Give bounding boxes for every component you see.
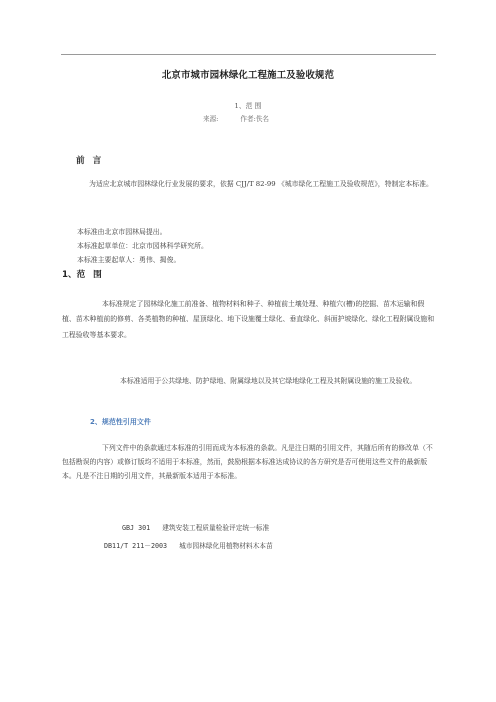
- document-title: 北京市城市园林绿化工程施工及验收规范: [161, 70, 335, 81]
- standard-code: GBJ 301: [122, 524, 151, 532]
- source-label: 来源:: [203, 115, 219, 123]
- document-subtitle: 1、范 围: [234, 102, 262, 110]
- header-divider: [61, 54, 436, 55]
- preface-line-drafters: 本标准主要起草人：勇伟、揭俊。: [77, 256, 181, 264]
- standard-name: 建筑安装工程质量检验评定统一标准: [162, 524, 270, 532]
- source-line: [203, 113, 269, 123]
- standard-item: [122, 522, 269, 532]
- references-paragraph: 下列文件中的条款通过本标准的引用而成为本标准的条款。凡是注日期的引用文件，其随后所有的修改单（不包括勘误的内容）或修订版均不适用于本标准，然而，鼓励根据本标准达成协议的各方研究是否可使用这些文件的最新版本。凡是不注日期的引用文件，其最新版本适用于本标准。: [62, 444, 433, 480]
- standard-item: [104, 540, 273, 550]
- preface-line-proposer: 本标准由北京市园林局提出。: [77, 228, 167, 236]
- scope-heading: 1、范 围: [62, 270, 102, 280]
- preface-line-drafting-unit: 本标准起草单位：北京市园林科学研究所。: [77, 242, 208, 250]
- scope-paragraph-2: 本标准适用于公共绿地、防护绿地、附属绿地以及其它绿地绿化工程及其附属设施的施工及验收。: [120, 377, 417, 385]
- preface-intro-paragraph: 为适应北京城市园林绿化行业发展的要求，依据 CJJ/T 82-99 《城市绿化工程施工及验收规范》，特制定本标准。: [89, 180, 433, 188]
- standard-code: DB11/T 211－2003: [104, 542, 168, 550]
- scope-paragraph-1: 本标准规定了园林绿化施工前准备、植物材料和种子、种植前土壤处理、种植穴(槽)的挖掘、苗木运输和假植、苗木种植前的修剪、各类植物的种植、屋顶绿化、地下设施覆土绿化、垂直绿化、斜面护坡绿化、绿化工程附属设施和工程验收等基本要求。: [62, 300, 435, 339]
- references-heading: 2、规范性引用文件: [90, 418, 151, 426]
- standard-name: 城市园林绿化用植物材料木本苗: [179, 542, 273, 550]
- author-label: 作者:佚名: [240, 115, 270, 123]
- preface-heading: 前言: [76, 156, 110, 166]
